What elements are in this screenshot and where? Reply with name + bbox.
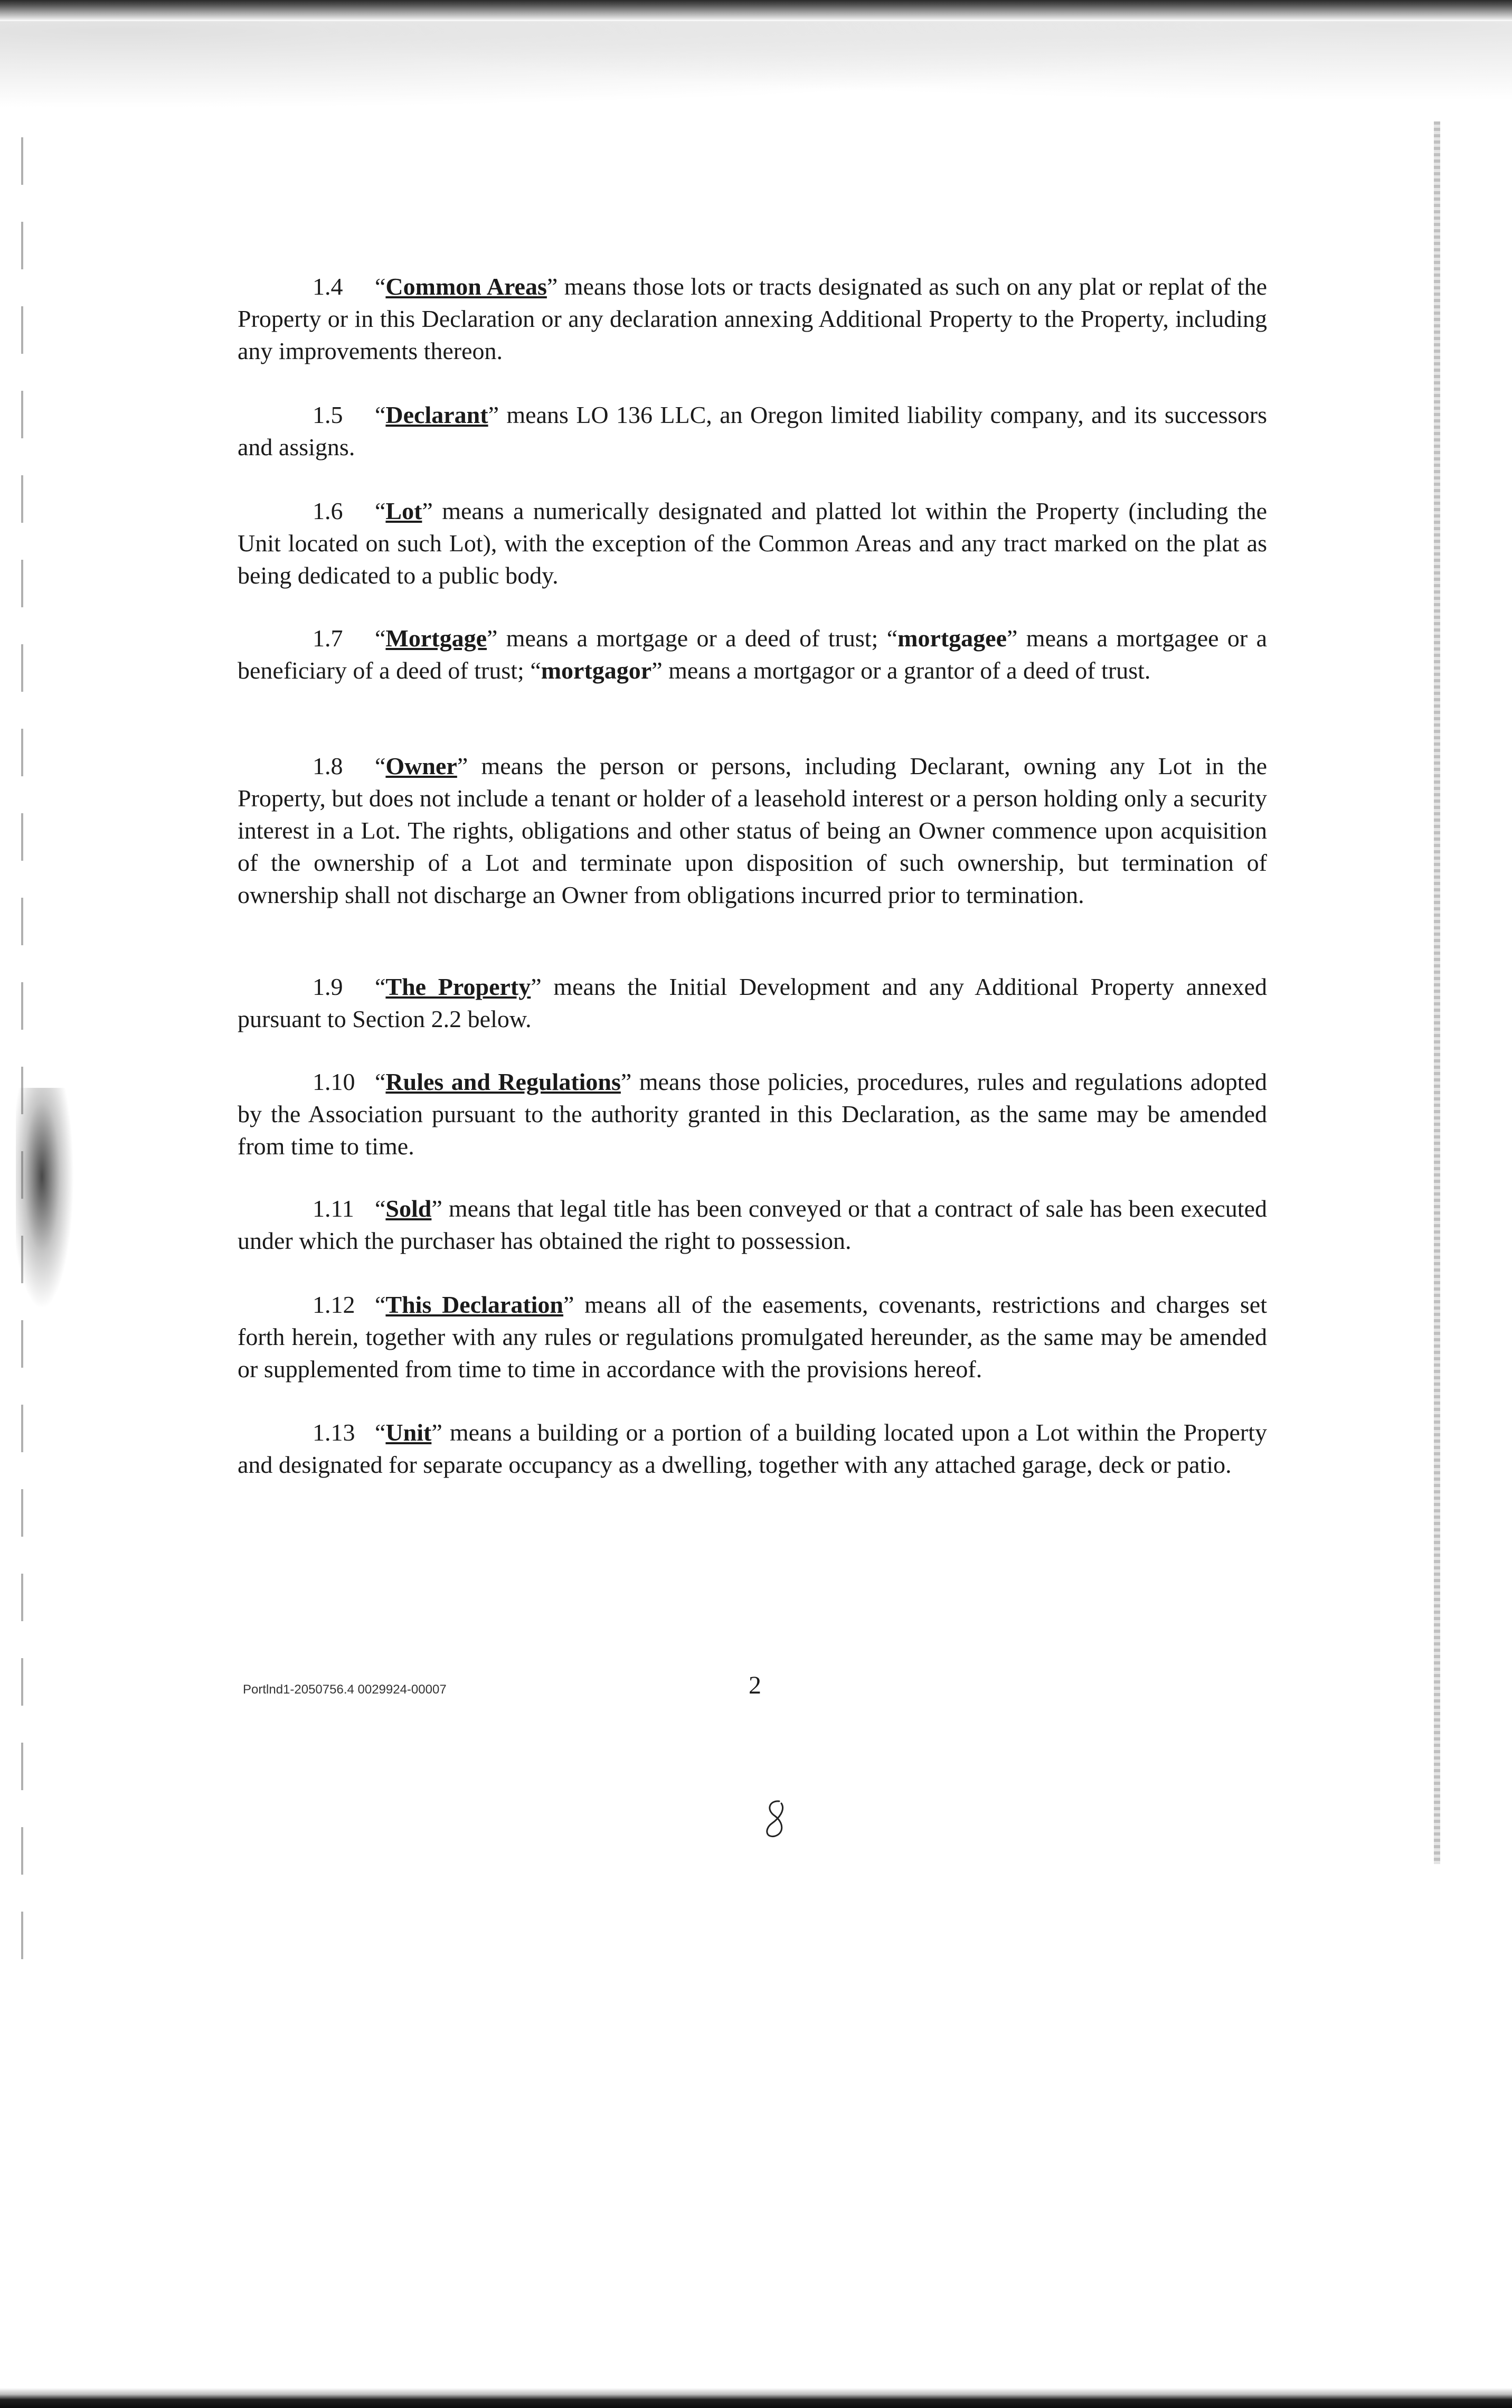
definition-number: 1.10: [313, 1068, 355, 1095]
scan-bottom-edge: [0, 2388, 1512, 2408]
scan-top-edge: [0, 0, 1512, 21]
definition-number: 1.6: [313, 497, 343, 524]
open-quote: “: [375, 401, 386, 428]
open-quote: “: [375, 625, 386, 652]
definition-text: ” means those policies, procedures, rules and regulations adopted by the Association pursuant to the authority granted in this Declaration, as the same may be amended from time to time.: [238, 1068, 1267, 1160]
definition-text: ” means a mortgagor or a grantor of a deed of trust.: [651, 657, 1151, 684]
definition-common-areas: [238, 270, 1267, 367]
definition-number: 1.9: [313, 973, 343, 1000]
defined-term-mortgagor: mortgagor: [541, 657, 652, 684]
scan-top-haze: [0, 21, 1512, 121]
definition-this-declaration: [238, 1288, 1267, 1385]
open-quote: “: [375, 1291, 386, 1318]
defined-term-mortgagee: mortgagee: [897, 625, 1007, 652]
definition-text: ” means the person or persons, including Declarant, owning any Lot in the Property, but does not include a tenant or holder of a leasehold interest or a person holding only a security interest in a Lot. The rights, obligations and other status of being an Owner commence upon acquisition of the ownership of a Lot and terminate upon disposition of such ownership, but termination of ownership shall not discharge an Owner from obligations incurred prior to termination.: [238, 752, 1267, 908]
definition-number: 1.8: [313, 752, 343, 779]
definition-rules-and-regulations: [238, 1066, 1267, 1162]
defined-term: Declarant: [385, 401, 488, 428]
footer-document-id: Portlnd1-2050756.4 0029924-00007: [243, 1682, 447, 1697]
definition-mortgage: [238, 622, 1267, 686]
definition-unit: [238, 1416, 1267, 1481]
defined-term: Lot: [385, 497, 422, 524]
definition-lot: [238, 495, 1267, 591]
defined-term: Unit: [385, 1419, 432, 1446]
defined-term: Mortgage: [385, 625, 487, 652]
defined-term: The Property: [385, 973, 531, 1000]
definition-text: ” means all of the easements, covenants, restrictions and charges set forth herein, together with any rules or regulations promulgated hereunder, as the same may be amended or supplemented from time to time in accordance with the provisions hereof.: [238, 1291, 1267, 1382]
open-quote: “: [375, 273, 386, 300]
defined-term: This Declaration: [385, 1291, 564, 1318]
definition-text: ” means a numerically designated and platted lot within the Property (including the Unit located on such Lot), with the exception of the Common Areas and any tract marked on the plat as being dedicated to a public body.: [238, 497, 1267, 589]
scan-right-edge: [1434, 121, 1440, 1864]
definition-owner: [238, 750, 1267, 911]
defined-term: Common Areas: [385, 273, 547, 300]
definition-number: 1.4: [313, 273, 343, 300]
definition-text: ” means those lots or tracts designated as such on any plat or replat of the Property or in this Declaration or any declaration annexing Additional Property to the Property, including any improvements thereon.: [238, 273, 1267, 364]
definition-sold: [238, 1192, 1267, 1257]
definition-text: ” means a mortgagee or a beneficiary of a deed of trust; “: [238, 625, 1267, 684]
defined-term: Rules and Regulations: [385, 1068, 621, 1095]
definition-number: 1.11: [313, 1195, 354, 1222]
definition-text: ” means a building or a portion of a building located upon a Lot within the Property and designated for separate occupancy as a dwelling, together with any attached garage, deck or patio.: [238, 1419, 1267, 1478]
defined-term: Owner: [385, 752, 457, 779]
defined-term: Sold: [385, 1195, 432, 1222]
handwritten-page-mark: [760, 1798, 791, 1840]
open-quote: “: [375, 752, 386, 779]
open-quote: “: [375, 1419, 386, 1446]
open-quote: “: [375, 497, 386, 524]
open-quote: “: [375, 1068, 386, 1095]
definition-the-property: [238, 971, 1267, 1035]
definition-text: ” means that legal title has been conveyed or that a contract of sale has been executed under which the purchaser has obtained the right to possession.: [238, 1195, 1267, 1254]
open-quote: “: [375, 1195, 386, 1222]
page-number: 2: [749, 1671, 761, 1699]
definition-number: 1.5: [313, 401, 343, 428]
definition-number: 1.7: [313, 625, 343, 652]
definition-number: 1.12: [313, 1291, 355, 1318]
definition-declarant: [238, 399, 1267, 463]
definition-text: ” means a mortgage or a deed of trust; “: [487, 625, 898, 652]
definition-text: ” means the Initial Development and any Additional Property annexed pursuant to Section 2.2 below.: [238, 973, 1267, 1032]
definition-text: ” means LO 136 LLC, an Oregon limited liability company, and its successors and assigns.: [238, 401, 1267, 460]
open-quote: “: [375, 973, 386, 1000]
definition-number: 1.13: [313, 1419, 355, 1446]
scan-left-smudge: [16, 1088, 74, 1310]
scan-left-edge: [21, 137, 23, 1986]
